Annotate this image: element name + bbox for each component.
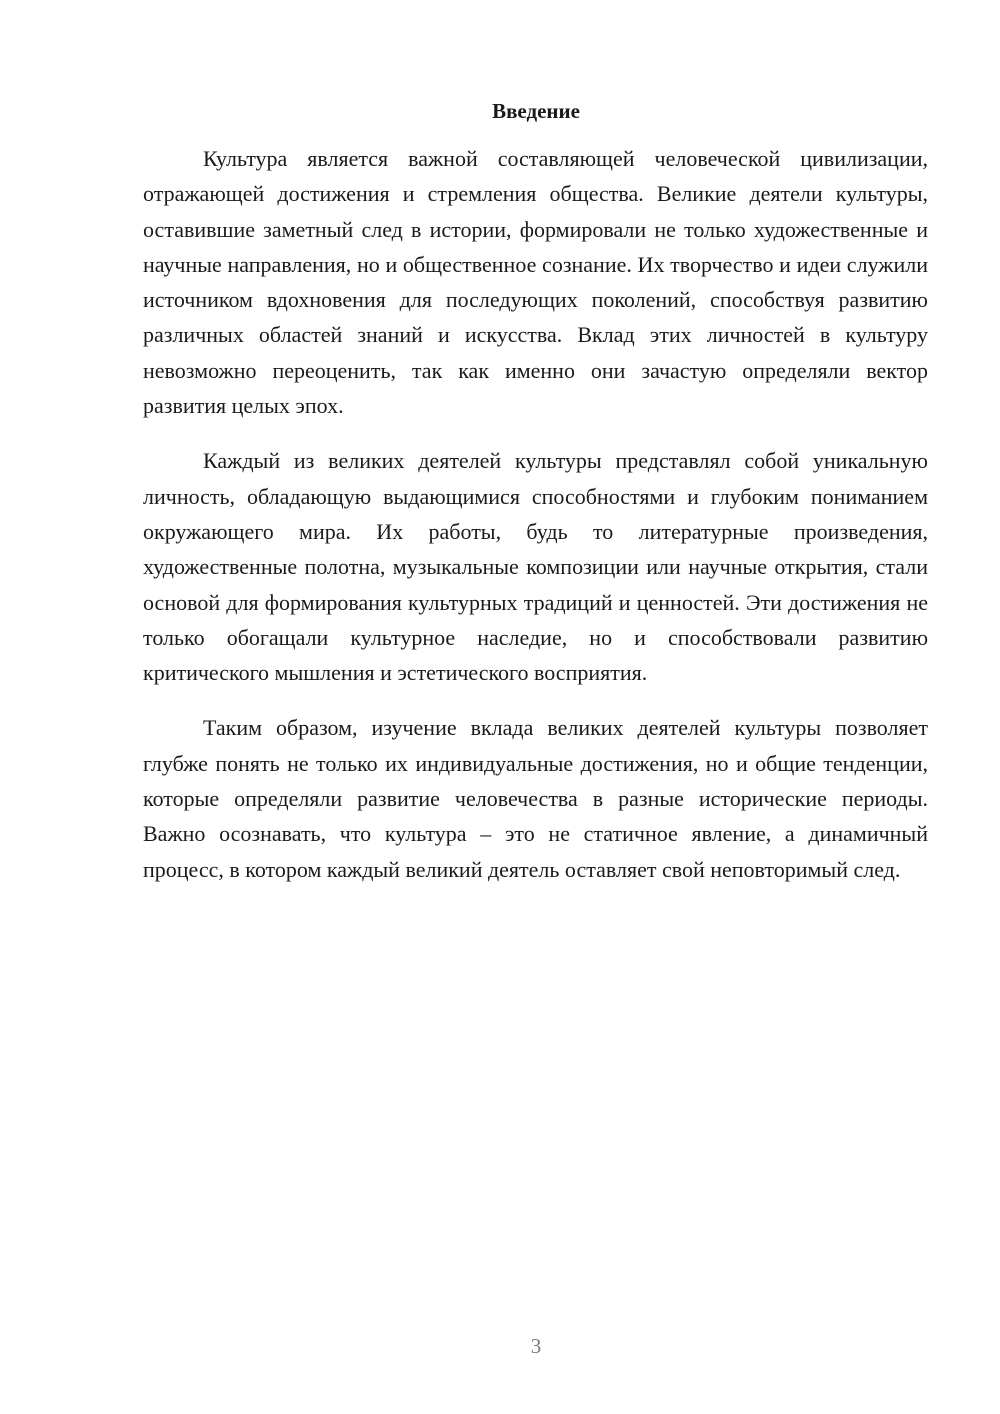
paragraph-1: Культура является важной составляющей человеческой цивилизации, отражающей достижения и стремления общества. Великие деятели культуры, оставившие заметный след в истории, формировали не только художественные и научные направления, но и общественное сознание. Их творчество и идеи служили источником вдохновения для последующих поколений, способствуя развитию различных областей знаний и искусства. Вклад этих личностей в культуру невозможно переоценить, так как именно они зачастую определяли вектор развития целых эпох. <box>143 146 928 419</box>
paragraph-3: Таким образом, изучение вклада великих деятелей культуры позволяет глубже понять не только их индивидуальные достижения, но и общие тенденции, которые определяли развитие человечества в разные исторические периоды. Важно осознавать, что культура – это не статичное явление, а динамичный процесс, в котором каждый великий деятель оставляет свой неповторимый след. <box>143 715 928 882</box>
body-text <box>143 141 928 907</box>
page-number: 3 <box>530 1334 542 1358</box>
section-title: Введение <box>492 99 580 123</box>
paragraph-2: Каждый из великих деятелей культуры представлял собой уникальную личность, обладающую выдающимися способностями и глубоким пониманием окружающего мира. Их работы, будь то литературные произведения, художественные полотна, музыкальные композиции или научные открытия, стали основой для формирования культурных традиций и ценностей. Эти достижения не только обогащали культурное наследие, но и способствовали развитию критического мышления и эстетического восприятия. <box>143 448 928 686</box>
